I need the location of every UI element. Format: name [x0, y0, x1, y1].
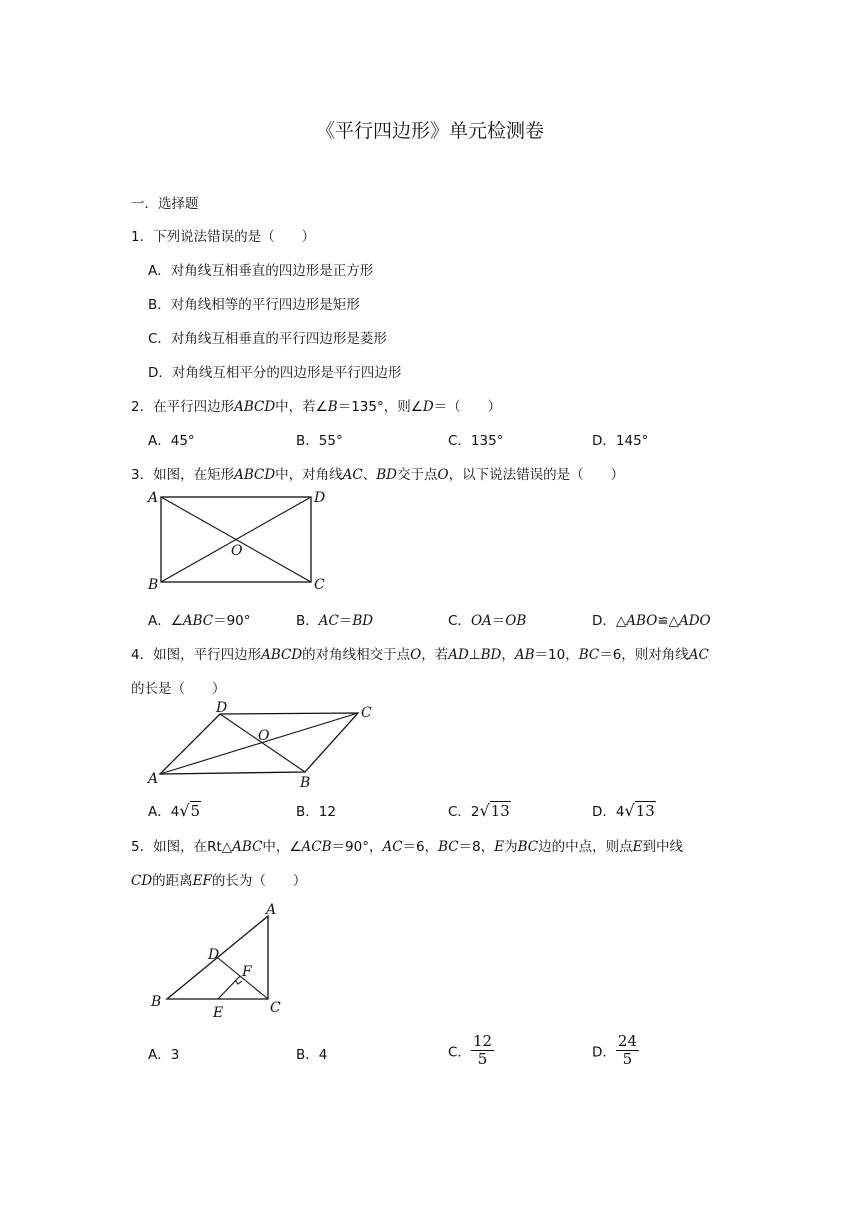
label-a: A	[266, 902, 277, 918]
label-b: B	[300, 775, 311, 791]
label-o: O	[231, 543, 243, 559]
q3-option-b: B．AC＝BD	[296, 613, 374, 629]
q1-option-b: B．对角线相等的平行四边形是矩形	[148, 297, 360, 313]
question-1-stem: 1．下列说法错误的是（ ）	[131, 229, 316, 245]
q4-option-b: B．12	[296, 804, 336, 820]
label-e: E	[213, 1005, 224, 1021]
q1-option-c: C．对角线互相垂直的平行四边形是菱形	[148, 331, 387, 347]
label-a: A	[148, 771, 159, 787]
question-4-stem-line2: 的长是（ ）	[131, 681, 226, 697]
label-a: A	[148, 490, 159, 506]
q4-parallelogram-figure	[140, 697, 380, 797]
q5-triangle-figure	[140, 898, 300, 1023]
q3-option-c: C．OA＝OB	[448, 613, 527, 629]
q4-option-a: A．4√5	[148, 801, 201, 820]
q5-option-a: A．3	[148, 1047, 180, 1063]
label-d: D	[314, 490, 326, 506]
label-b: B	[148, 577, 159, 593]
page-title: 《平行四边形》单元检测卷	[315, 120, 544, 142]
q4-option-c: C．2√13	[448, 801, 510, 820]
q2-option-c: C．135°	[448, 433, 504, 449]
label-c: C	[270, 1000, 281, 1016]
q5-option-d: D． $\frac{24}{5}$	[592, 1032, 637, 1068]
question-2-stem: 2．在平行四边形ABCD中，若∠B＝135°，则∠D＝（ ）	[131, 399, 502, 415]
q3-option-d: D．△ABO≌△ADO	[592, 613, 711, 629]
section-heading: 一．选择题	[131, 196, 199, 212]
q2-option-b: B．55°	[296, 433, 343, 449]
right-angle-mark	[235, 980, 242, 984]
q4-option-d: D．4√13	[592, 801, 655, 820]
q2-option-a: A．45°	[148, 433, 195, 449]
label-d: D	[216, 700, 228, 716]
label-f: F	[242, 964, 252, 980]
q2-option-d: D．145°	[592, 433, 649, 449]
question-5-stem-line2: CD的距离EF的长为（ ）	[131, 873, 307, 889]
q3-rectangle-figure	[140, 485, 340, 595]
q3-option-a: A．∠ABC＝90°	[148, 613, 251, 629]
label-o: O	[258, 728, 270, 744]
q5-option-b: B．4	[296, 1047, 328, 1063]
label-b: B	[151, 994, 162, 1010]
label-d: D	[208, 947, 220, 963]
q1-option-a: A．对角线互相垂直的四边形是正方形	[148, 263, 374, 279]
label-c: C	[361, 705, 372, 721]
segment-ef	[218, 976, 240, 999]
question-5-stem: 5．如图，在Rt△ABC中，∠ACB＝90°，AC＝6，BC＝8，E为BC边的中点，则点E到中线	[131, 839, 683, 855]
label-c: C	[314, 577, 325, 593]
q5-option-c: C． $\frac{12}{5}$	[448, 1032, 493, 1068]
q1-option-d: D．对角线互相平分的四边形是平行四边形	[148, 365, 402, 381]
question-3-stem: 3．如图，在矩形ABCD中，对角线AC、BD交于点O，以下说法错误的是（ ）	[131, 467, 625, 483]
question-4-stem: 4．如图，平行四边形ABCD的对角线相交于点O，若AD⊥BD，AB＝10，BC＝6，则对角线AC	[131, 647, 709, 663]
